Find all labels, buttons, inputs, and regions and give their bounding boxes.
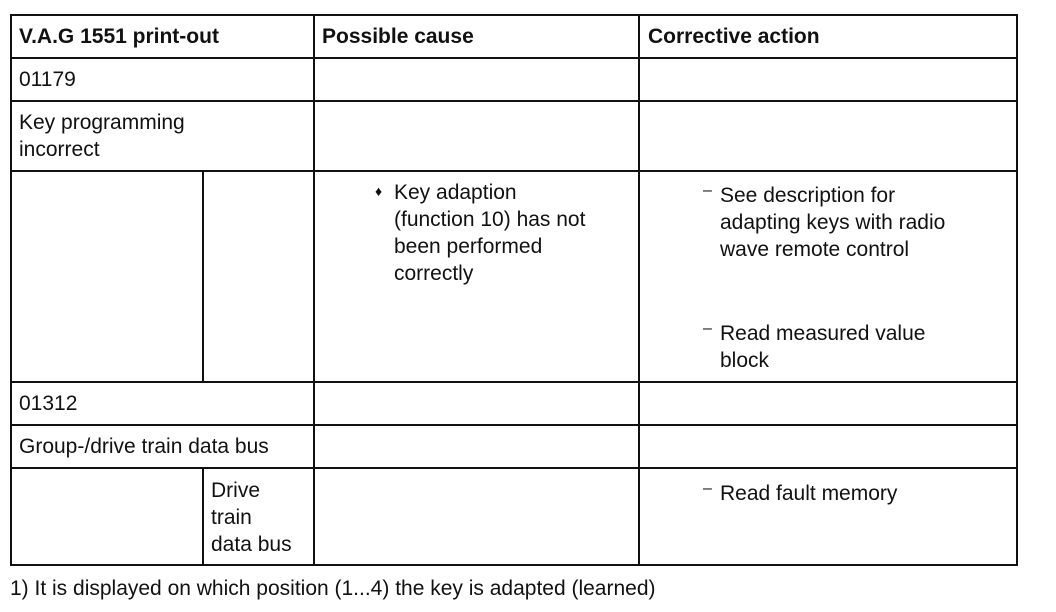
- column-divider-printout: [313, 14, 315, 566]
- dash-icon: –: [703, 182, 712, 199]
- corrective-action-text: See description for adapting keys with radio wave remote control: [720, 184, 946, 261]
- row-divider: [10, 170, 1018, 172]
- table-border-left: [10, 14, 12, 566]
- column-divider-cause: [638, 14, 640, 566]
- header-possible-cause: Possible cause: [322, 25, 474, 48]
- header-row-divider: [10, 57, 1018, 59]
- row-divider: [10, 424, 1018, 426]
- dash-icon: –: [703, 480, 712, 497]
- row-divider: [10, 381, 1018, 383]
- corrective-action-text: Read fault memory: [720, 482, 898, 505]
- sub-cause-text: Drive train data bus: [211, 479, 292, 556]
- subcolumn-divider: [202, 467, 204, 566]
- footnote: 1) It is displayed on which position (1...4) the key is adapted (learned): [10, 577, 656, 600]
- header-printout: V.A.G 1551 print-out: [19, 25, 219, 48]
- table-border-top: [10, 14, 1018, 16]
- table-border-right: [1016, 14, 1018, 566]
- dash-icon: –: [703, 320, 712, 337]
- header-corrective-action: Corrective action: [648, 25, 820, 48]
- fault-code: 01179: [19, 68, 76, 91]
- table-border-bottom: [10, 564, 1018, 566]
- row-divider: [10, 100, 1018, 102]
- fault-description: Group-/drive train data bus: [19, 435, 269, 458]
- possible-cause-text: Key adaption (function 10) has not been performed correctly: [394, 181, 586, 285]
- row-divider: [10, 467, 1018, 469]
- fault-code: 01312: [19, 392, 78, 415]
- fault-description: Key programming incorrect: [19, 111, 185, 161]
- bullet-icon: ♦: [375, 183, 383, 199]
- corrective-action-text: Read measured value block: [720, 322, 926, 372]
- subcolumn-divider: [202, 170, 204, 383]
